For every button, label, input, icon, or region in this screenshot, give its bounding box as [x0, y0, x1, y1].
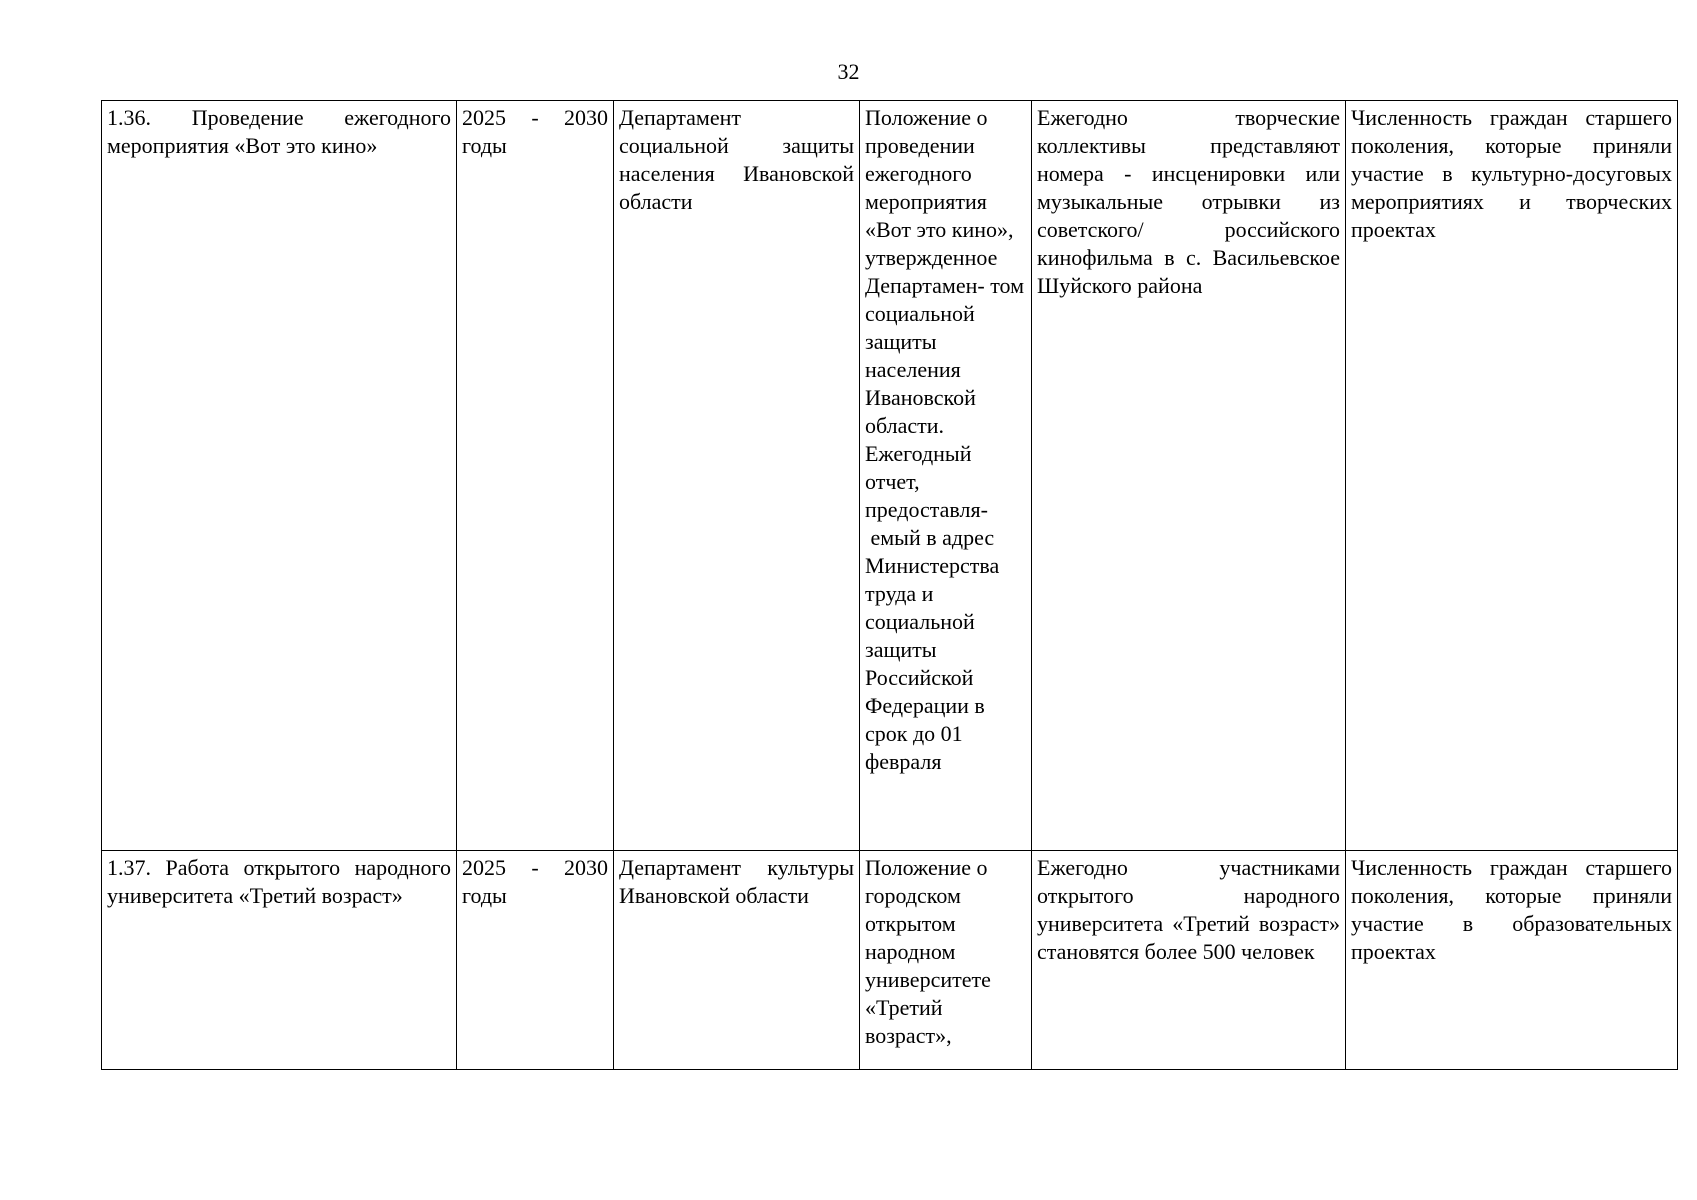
event-cell — [102, 101, 457, 851]
result-cell — [1032, 851, 1346, 1070]
documents-text: Положение о проведении ежегодного мероприятия «Вот это кино», утвержденное Департамен- том социальной защиты населения Ивановской области. Ежегодный отчет, предоставля- емый в адрес Министерства труда и социальной защиты Российской Федерации в срок до 01 февраля — [865, 105, 1025, 774]
event-cell — [102, 851, 457, 1070]
executor-text: Департамент культуры Ивановской области — [619, 855, 854, 908]
indicator-cell — [1346, 851, 1678, 1070]
period-text: 2025 - 2030 годы — [462, 855, 608, 908]
period-cell — [457, 101, 614, 851]
executor-cell — [614, 101, 860, 851]
result-text: Ежегодно творческие коллективы представляют номера - инсценировки или музыкальные отрывки из советского/ российского кинофильма в с. Васильевское Шуйского района — [1037, 105, 1340, 298]
event-text: 1.36. Проведение ежегодного мероприятия «Вот это кино» — [107, 105, 451, 158]
indicator-text: Численность граждан старшего поколения, которые приняли участие в культурно-досуговых мероприятиях и творческих проектах — [1351, 105, 1672, 242]
table-row — [102, 851, 1678, 1070]
page-number: 32 — [837, 59, 860, 84]
result-text: Ежегодно участниками открытого народного университета «Третий возраст» становятся более 500 человек — [1037, 855, 1340, 964]
measures-table — [101, 100, 1678, 1070]
event-text: 1.37. Работа открытого народного университета «Третий возраст» — [107, 855, 451, 908]
executor-text: Департамент социальной защиты населения Ивановской области — [619, 105, 854, 214]
executor-cell — [614, 851, 860, 1070]
documents-cell — [860, 851, 1032, 1070]
documents-cell — [860, 101, 1032, 851]
documents-text: Положение о городском открытом народном университете «Третий возраст», — [865, 855, 991, 1048]
table-row — [102, 101, 1678, 851]
indicator-text: Численность граждан старшего поколения, которые приняли участие в образовательных проектах — [1351, 855, 1672, 964]
period-text: 2025 - 2030 годы — [462, 105, 608, 158]
indicator-cell — [1346, 101, 1678, 851]
period-cell — [457, 851, 614, 1070]
result-cell — [1032, 101, 1346, 851]
